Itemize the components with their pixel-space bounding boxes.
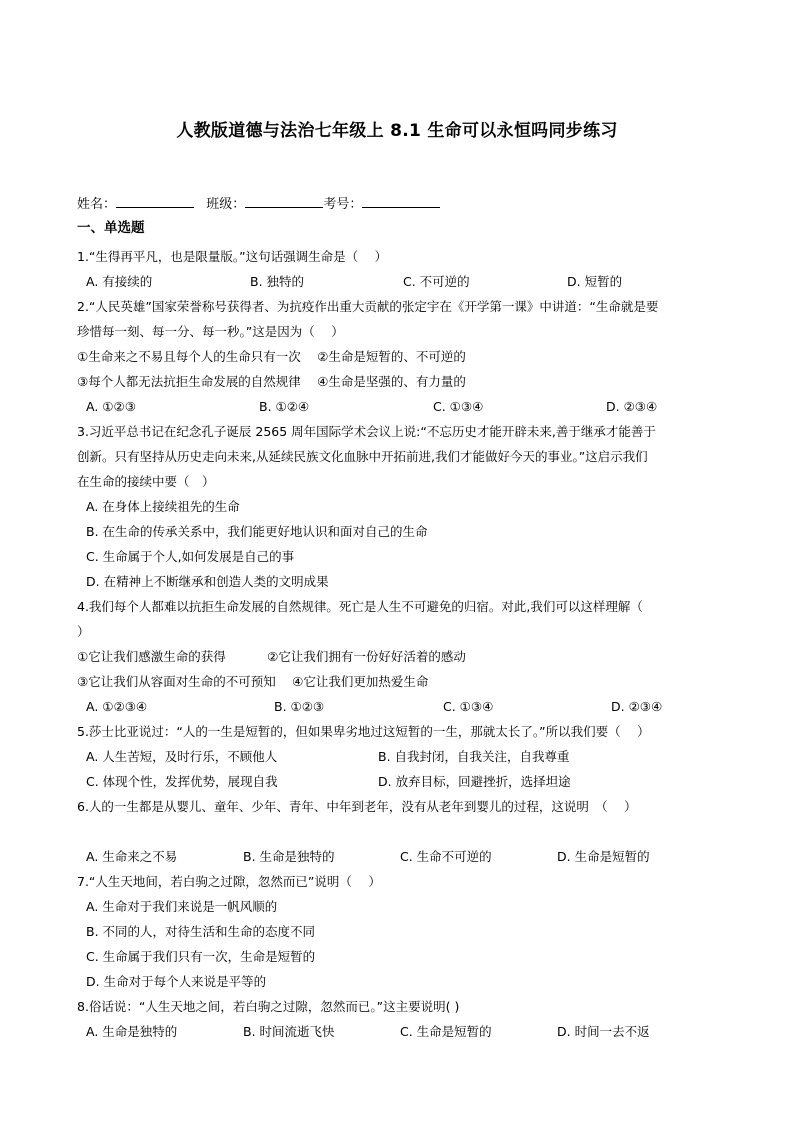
option-c[interactable]: C. 生命属于个人,如何发展是自己的事 [86, 549, 295, 564]
option-c[interactable]: C. 不可逆的 [403, 274, 470, 289]
option-b[interactable]: B. 生命是独特的 [243, 849, 335, 864]
question-2-text: 珍惜每一刻、每一分、每一秒。”这是因为（ ） [77, 324, 344, 339]
option-b[interactable]: B. 不同的人，对待生活和生命的态度不同 [86, 924, 316, 939]
option-b[interactable]: B. 在生命的传承关系中，我们能更好地认识和面对自己的生命 [86, 524, 428, 539]
question-4-statement: ①它让我们感激生命的获得 ②它让我们拥有一份好好活着的感动 [77, 649, 466, 664]
option-a[interactable]: A. ①②③ [86, 399, 136, 414]
question-4-text: 4.我们每个人都难以抗拒生命发展的自然规律。死亡是人生不可避免的归宿。对此,我们可以这样理解（ [77, 599, 643, 614]
option-d[interactable]: D. ②③④ [606, 399, 658, 414]
option-b[interactable]: B. 独特的 [250, 274, 305, 289]
option-b[interactable]: B. 自我封闭，自我关注，自我尊重 [378, 749, 570, 764]
name-blank[interactable] [116, 194, 194, 208]
option-a[interactable]: A. 人生苦短，及时行乐，不顾他人 [86, 749, 278, 764]
page-title: 人教版道德与法治七年级上 8.1 生命可以永恒吗同步练习 [176, 121, 618, 141]
question-6-text: 6.人的一生都是从婴儿、童年、少年、青年、中年到老年，没有从老年到婴儿的过程，这说明 （ ） [77, 799, 637, 814]
option-d[interactable]: D. 生命对于每个人来说是平等的 [86, 974, 267, 989]
option-d[interactable]: D. ②③④ [611, 699, 663, 714]
question-4-text: ） [77, 624, 90, 639]
option-d[interactable]: D. 生命是短暂的 [557, 849, 650, 864]
option-c[interactable]: C. ①③④ [443, 699, 494, 714]
number-blank[interactable] [362, 194, 440, 208]
option-d[interactable]: D. 短暂的 [567, 274, 623, 289]
option-c[interactable]: C. 生命不可逆的 [400, 849, 492, 864]
option-c[interactable]: C. 生命属于我们只有一次，生命是短暂的 [86, 949, 316, 964]
question-3-text: 在生命的接续中要（ ） [77, 474, 215, 489]
section-heading: 一、单选题 [77, 220, 145, 236]
student-info-row [77, 193, 440, 212]
option-a[interactable]: A. 生命对于我们来说是一帆风顺的 [86, 899, 278, 914]
number-label: 考号： [323, 197, 363, 212]
option-d[interactable]: D. 放弃目标，回避挫折，选择坦途 [378, 774, 571, 789]
question-3-text: 3.习近平总书记在纪念孔子诞辰 2565 周年国际学术会议上说:“不忘历史才能开辟未来,善于继承才能善于 [77, 424, 656, 439]
option-d[interactable]: D. 时间一去不返 [557, 1024, 650, 1039]
option-a[interactable]: A. ①②③④ [86, 699, 148, 714]
question-8-text: 8.俗话说：“人生天地之间，若白驹之过隙，忽然而已。”这主要说明( ) [77, 999, 460, 1014]
option-b[interactable]: B. 时间流逝飞快 [243, 1024, 335, 1039]
option-c[interactable]: C. ①③④ [433, 399, 484, 414]
question-2-text: 2.“人民英雄”国家荣誉称号获得者、为抗疫作出重大贡献的张定宇在《开学第一课》中讲道：“生命就是要 [77, 299, 659, 314]
option-d[interactable]: D. 在精神上不断继承和创造人类的文明成果 [86, 574, 329, 589]
class-blank[interactable] [245, 194, 323, 208]
question-3-text: 创新。只有坚持从历史走向未来,从延续民族文化血脉中开拓前进,我们才能做好今天的事业。”这启示我们 [77, 449, 648, 464]
name-label: 姓名： [77, 197, 117, 212]
option-a[interactable]: A. 生命来之不易 [86, 849, 178, 864]
class-label: 班级： [206, 197, 246, 212]
question-1-text: 1.“生得再平凡，也是限量版。”这句话强调生命是（ ） [77, 249, 388, 264]
option-a[interactable]: A. 生命是独特的 [86, 1024, 178, 1039]
question-5-text: 5.莎士比亚说过：“人的一生是短暂的，但如果卑劣地过这短暂的一生，那就太长了。”所以我们要（ ） [77, 724, 650, 739]
option-a[interactable]: A. 在身体上接续祖先的生命 [86, 499, 240, 514]
option-c[interactable]: C. 体现个性，发挥优势，展现自我 [86, 774, 278, 789]
option-a[interactable]: A. 有接续的 [86, 274, 153, 289]
option-b[interactable]: B. ①②④ [259, 399, 310, 414]
question-2-statement: ①生命来之不易且每个人的生命只有一次 ②生命是短暂的、不可逆的 [77, 349, 466, 364]
question-7-text: 7.“人生天地间，若白驹之过隙，忽然而已”说明（ ） [77, 874, 381, 889]
question-4-statement: ③它让我们从容面对生命的不可预知 ④它让我们更加热爱生命 [77, 674, 429, 689]
question-2-statement: ③每个人都无法抗拒生命发展的自然规律 ④生命是坚强的、有力量的 [77, 374, 466, 389]
option-b[interactable]: B. ①②③ [274, 699, 325, 714]
option-c[interactable]: C. 生命是短暂的 [400, 1024, 492, 1039]
